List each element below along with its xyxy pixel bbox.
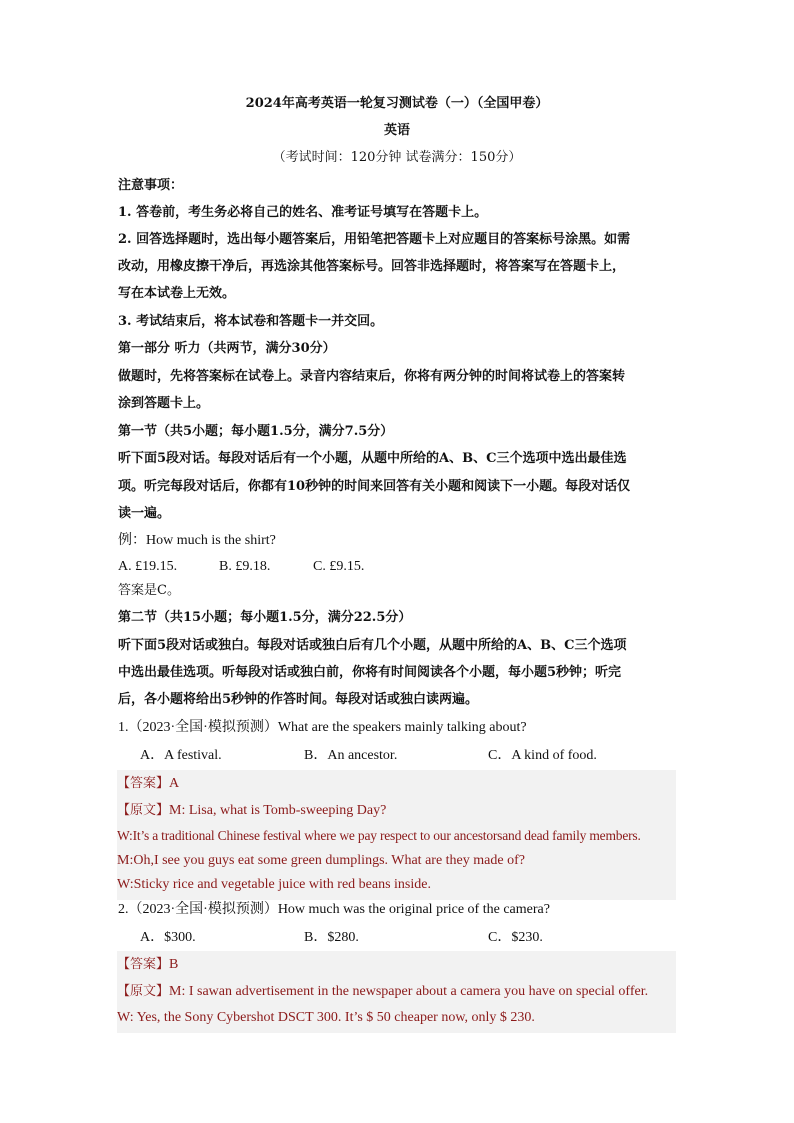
transcript-text: W:It’s a traditional Chinese festival where we pay respect to our ancestorsand dead family members.: [117, 828, 641, 843]
transcript-text: W:Sticky rice and vegetable juice with red beans inside.: [117, 877, 431, 892]
example-option-a: A. £19.15.: [118, 559, 178, 574]
exam-title: 2024年高考英语一轮复习测试卷（一）（全国甲卷）: [245, 96, 549, 111]
answer-line: [117, 775, 179, 793]
notice-heading: 注意事项：: [118, 178, 184, 193]
transcript-line: [117, 983, 648, 1001]
transcript-text: M: Lisa, what is Tomb-sweeping Day?: [169, 803, 387, 818]
transcript-label: 【原文】: [117, 803, 170, 818]
transcript-text: M:Oh,I see you guys eat some green dumplings. What are they made of?: [117, 853, 525, 868]
section1-heading: 第一节（共5小题；每小题1.5分，满分7.5分）: [118, 424, 394, 439]
option-a: A．A festival.: [140, 748, 222, 763]
part1-instruction: 涂到答题卡上。: [118, 396, 210, 411]
option-b: B．An ancestor.: [304, 748, 398, 763]
section1-instruction: 听下面5段对话。每段对话后有一个小题，从题中所给的A、B、C三个选项中选出最佳选: [118, 451, 627, 466]
section1-instruction: 读一遍。: [118, 506, 171, 521]
option-b: B．$280.: [304, 930, 359, 945]
part1-heading: 第一部分 听力（共两节，满分30分）: [118, 341, 336, 356]
transcript-text: M: I sawan advertisement in the newspaper about a camera you have on special offer.: [169, 984, 649, 999]
section2-instruction: 中选出最佳选项。听每段对话或独白前，你将有时间阅读各个小题，每小题5秒钟；听完: [118, 665, 622, 680]
example-option-b: B. £9.18.: [219, 559, 271, 574]
notice-item: 3. 考试结束后，将本试卷和答题卡一并交回。: [118, 314, 384, 329]
example-option-c: C. £9.15.: [313, 559, 365, 574]
question-stem: 1.（2023·全国·模拟预测）What are the speakers mainly talking about?: [118, 720, 527, 735]
answer-value: B: [169, 957, 179, 972]
transcript-label: 【原文】: [117, 984, 170, 999]
notice-item: 2. 回答选择题时，选出每小题答案后，用铅笔把答题卡上对应题目的答案标号涂黑。如需: [118, 232, 631, 247]
question-stem: 2.（2023·全国·模拟预测）How much was the original price of the camera?: [118, 902, 550, 917]
exam-info: （考试时间：120分钟 试卷满分：150分）: [272, 150, 522, 165]
notice-item: 1. 答卷前，考生务必将自己的姓名、准考证号填写在答题卡上。: [118, 205, 488, 220]
transcript-line: [117, 802, 386, 820]
notice-item: 改动，用橡皮擦干净后，再选涂其他答案标号。回答非选择题时，将答案写在答题卡上，: [118, 259, 626, 274]
part1-instruction: 做题时，先将答案标在试卷上。录音内容结束后，你将有两分钟的时间将试卷上的答案转: [118, 369, 626, 384]
example-question: 例：How much is the shirt?: [118, 533, 276, 548]
option-c: C．A kind of food.: [488, 748, 597, 763]
notice-item: 写在本试卷上无效。: [118, 286, 236, 301]
answer-label: 【答案】: [117, 957, 170, 972]
section2-instruction: 后，各小题将给出5秒钟的作答时间。每段对话或独白读两遍。: [118, 692, 479, 707]
section1-instruction: 项。听完每段对话后，你都有10秒钟的时间来回答有关小题和阅读下一小题。每段对话仅: [118, 479, 631, 494]
transcript-text: W: Yes, the Sony Cybershot DSCT 300. It’s $ 50 cheaper now, only $ 230.: [117, 1010, 535, 1025]
example-answer: 答案是C。: [118, 583, 180, 598]
subject-title: 英语: [383, 123, 410, 138]
section2-instruction: 听下面5段对话或独白。每段对话或独白后有几个小题，从题中所给的A、B、C三个选项: [118, 638, 627, 653]
section2-heading: 第二节（共15小题；每小题1.5分，满分22.5分）: [118, 610, 412, 625]
option-c: C．$230.: [488, 930, 543, 945]
answer-line: [117, 956, 178, 974]
answer-value: A: [169, 776, 180, 791]
answer-label: 【答案】: [117, 776, 170, 791]
option-a: A．$300.: [140, 930, 196, 945]
